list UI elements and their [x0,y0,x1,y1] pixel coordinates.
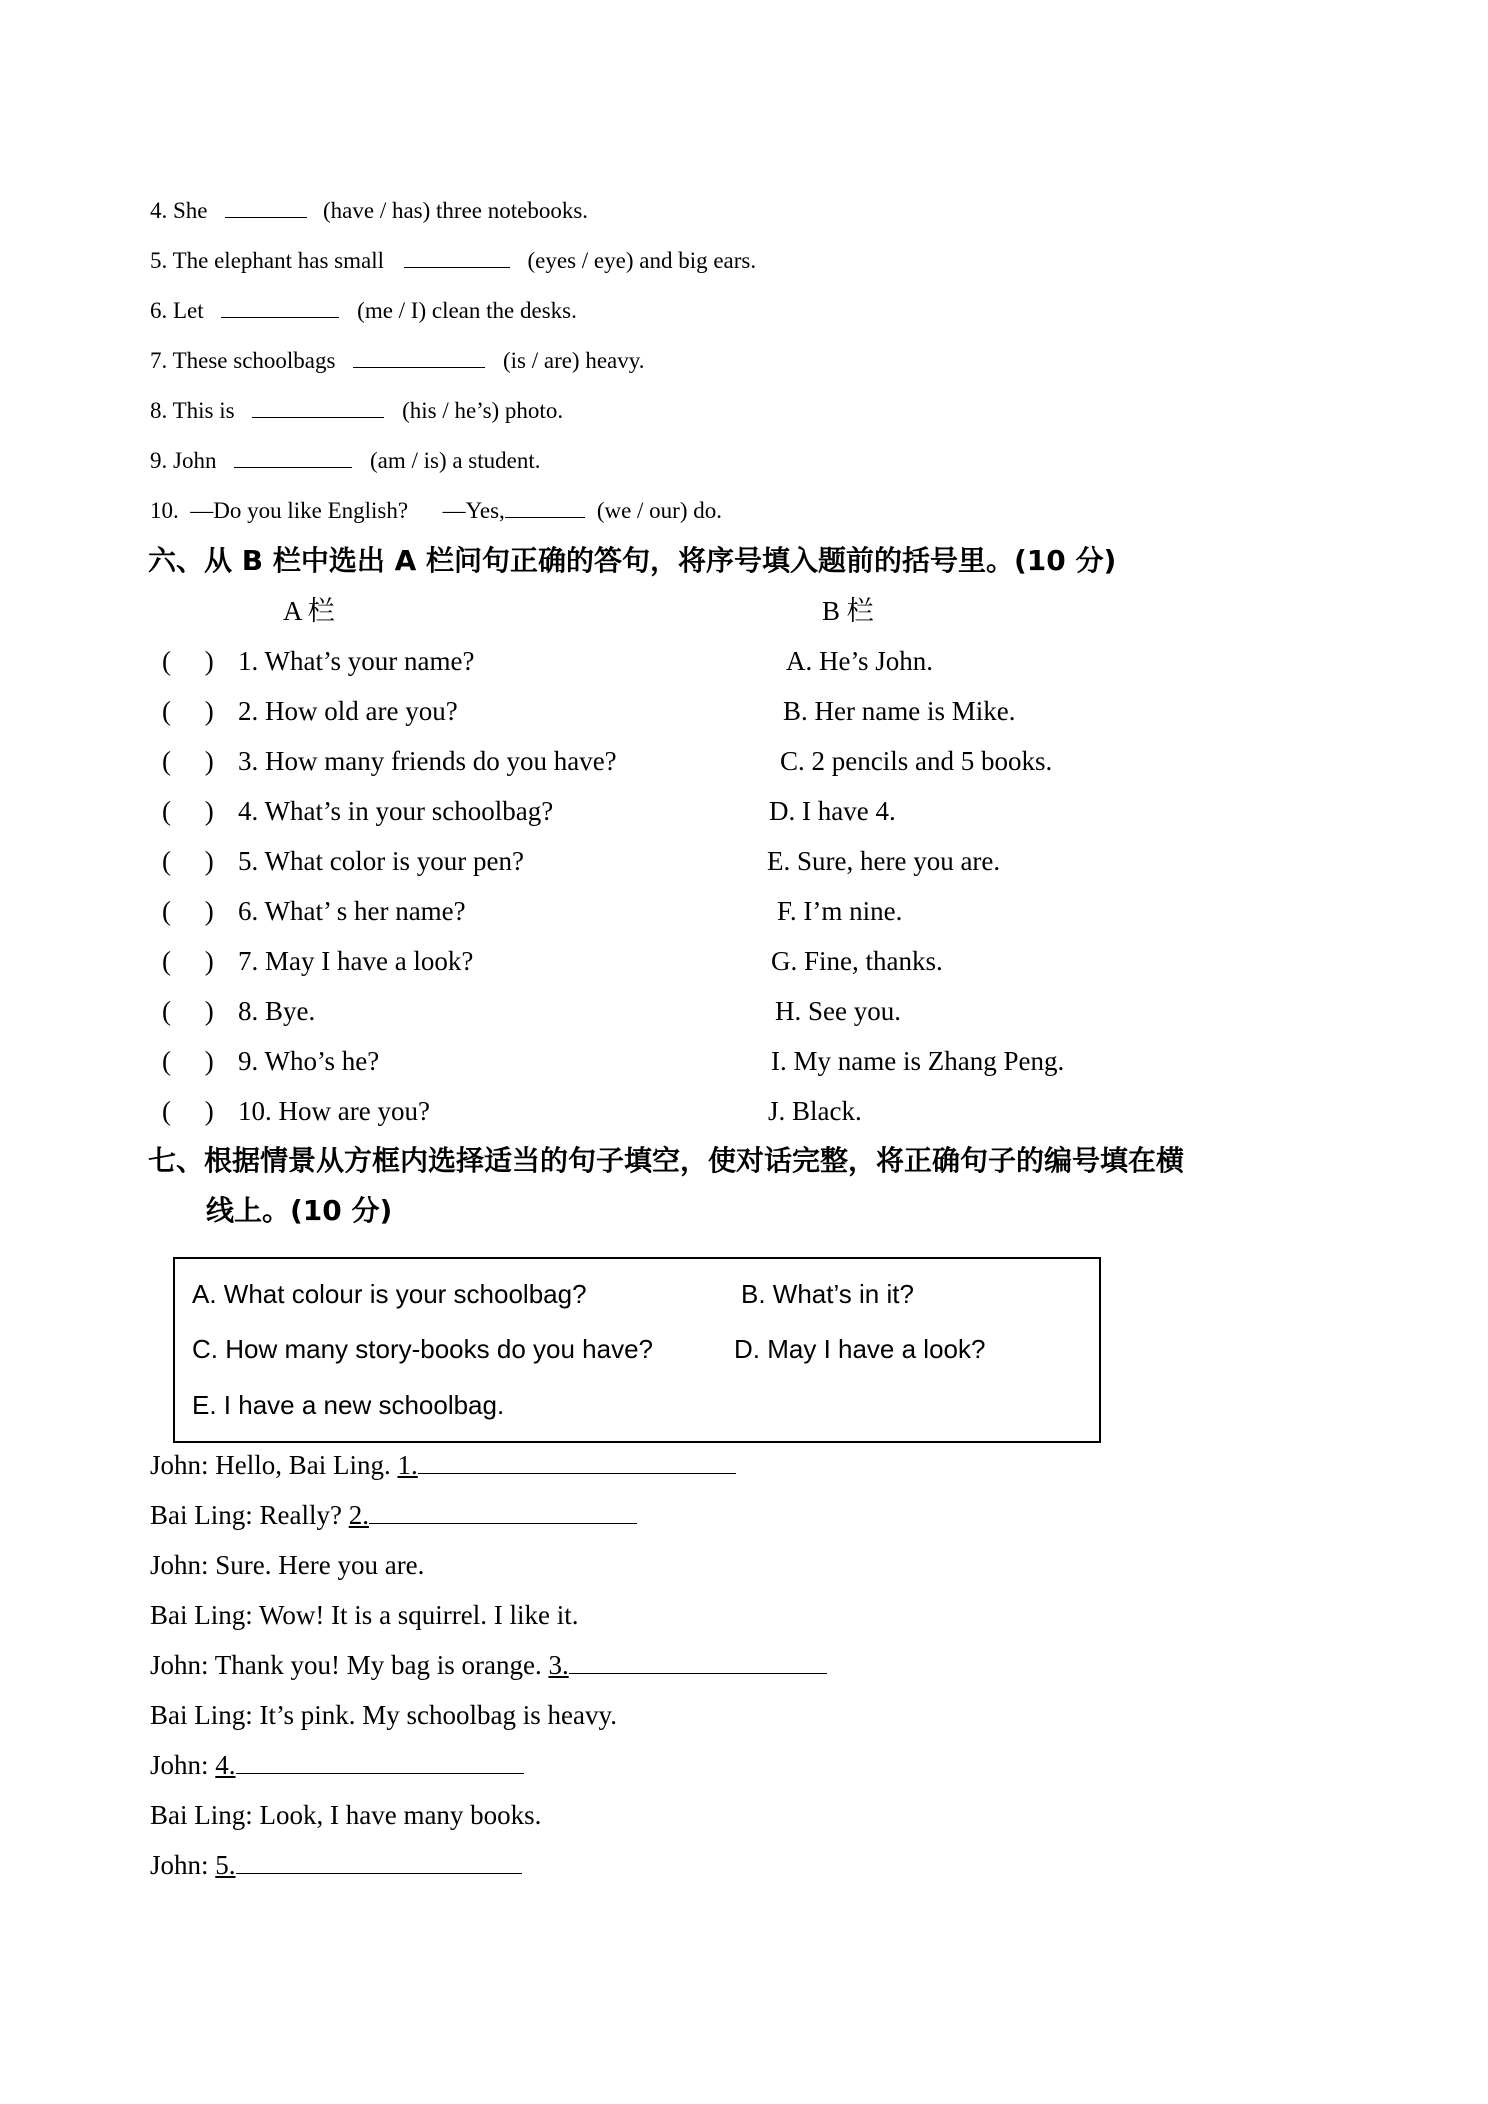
blank-number: 5. [215,1850,236,1880]
dialogue-line-4 [150,1600,579,1630]
fill-item-text: 7. These schoolbags [150,348,336,373]
blank-number: 3. [548,1650,569,1680]
section7-heading-line1: 七、根据情景从方框内选择适当的句子填空，使对话完整，将正确句子的编号填在横 [148,1144,1185,1177]
answer-blank[interactable] [505,497,585,518]
answer-blank[interactable] [418,1453,736,1474]
dialogue-line-9 [150,1850,522,1880]
matching-question-row [162,696,458,726]
fill-item-4 [150,196,588,226]
section7-heading-line2: 线上。(10 分) [206,1194,393,1227]
answer-bracket[interactable]: ( ) [162,746,214,776]
answer-bracket[interactable]: ( ) [162,846,214,876]
fill-item-10 [150,496,722,526]
dialogue-line-2 [150,1500,637,1530]
dialogue-text: Bai Ling: Wow! It is a squirrel. I like it. [150,1600,579,1630]
dialogue-text: John: [150,1750,216,1780]
fill-item-text: 4. She [150,198,208,223]
matching-question-row [162,646,474,676]
dialogue-line-1 [150,1450,736,1480]
dialogue-text: John: Thank you! My bag is orange. [150,1650,549,1680]
fill-item-choices: (am / is) a student. [369,448,541,473]
blank-number: 2. [348,1500,369,1530]
answer-option: D. I have 4. [769,796,896,826]
dialogue-text: Bai Ling: Really? [150,1500,349,1530]
fill-item-choices: (have / has) three notebooks. [323,198,589,223]
fill-item-choices: (eyes / eye) and big ears. [527,248,757,273]
dialogue-text: John: Sure. Here you are. [150,1550,425,1580]
answer-option: F. I’m nine. [777,896,903,926]
answer-option: J. Black. [768,1096,862,1126]
answer-blank[interactable] [252,397,384,418]
matching-question-row [162,1096,430,1126]
dialogue-line-7 [150,1750,524,1780]
fill-item-9 [150,446,541,476]
answer-blank[interactable] [353,347,485,368]
answer-option: G. Fine, thanks. [771,946,943,976]
answer-option: A. He’s John. [786,646,933,676]
option-a: A. What colour is your schoolbag? [192,1279,587,1309]
matching-question-row [162,996,315,1026]
option-b: B. What’s in it? [741,1279,914,1309]
answer-bracket[interactable]: ( ) [162,646,214,676]
matching-question-row [162,946,473,976]
dialogue-text: John: [150,1850,216,1880]
fill-item-7 [150,346,645,376]
matching-question-row [162,796,553,826]
fill-item-5 [150,246,756,276]
question-text: 7. May I have a look? [238,946,474,976]
answer-bracket[interactable]: ( ) [162,1046,214,1076]
dialogue-text: Bai Ling: Look, I have many books. [150,1800,542,1830]
answer-blank[interactable] [404,247,510,268]
question-text: 10. How are you? [238,1096,430,1126]
fill-item-text: 8. This is [150,398,235,423]
answer-option: B. Her name is Mike. [783,696,1016,726]
matching-question-row [162,896,466,926]
fill-item-text: 5. The elephant has small [150,248,384,273]
question-text: 5. What color is your pen? [238,846,524,876]
question-text: 4. What’s in your schoolbag? [238,796,554,826]
answer-option: C. 2 pencils and 5 books. [780,746,1053,776]
dialogue-line-5 [150,1650,827,1680]
answer-blank[interactable] [236,1853,522,1874]
blank-number: 1. [397,1450,418,1480]
fill-item-choices: (me / I) clean the desks. [357,298,577,323]
option-e: E. I have a new schoolbag. [192,1390,505,1420]
question-text: 6. What’ s her name? [238,896,466,926]
question-text: 3. How many friends do you have? [238,746,617,776]
question-text: 2. How old are you? [238,696,458,726]
answer-bracket[interactable]: ( ) [162,946,214,976]
answer-blank[interactable] [225,197,307,218]
matching-question-row [162,746,617,776]
fill-item-6 [150,296,577,326]
column-a-label: A 栏 [283,596,335,626]
answer-blank[interactable] [221,297,339,318]
answer-blank[interactable] [369,1503,637,1524]
answer-blank[interactable] [236,1753,524,1774]
answer-bracket[interactable]: ( ) [162,1096,214,1126]
matching-question-row [162,1046,379,1076]
answer-bracket[interactable]: ( ) [162,896,214,926]
fill-item-8 [150,396,563,426]
fill-item-text: 6. Let [150,298,204,323]
answer-option: E. Sure, here you are. [767,846,1001,876]
answer-blank[interactable] [234,447,352,468]
dialogue-line-3 [150,1550,424,1580]
matching-question-row [162,846,524,876]
answer-option: I. My name is Zhang Peng. [771,1046,1065,1076]
dialogue-text: Bai Ling: It’s pink. My schoolbag is heavy. [150,1700,617,1730]
column-b-label: B 栏 [822,596,874,626]
question-text: 8. Bye. [238,996,316,1026]
section6-heading: 六、从 B 栏中选出 A 栏问句正确的答句，将序号填入题前的括号里。(10 分) [148,544,1117,577]
answer-bracket[interactable]: ( ) [162,796,214,826]
option-d: D. May I have a look? [734,1334,986,1364]
option-c: C. How many story-books do you have? [192,1334,653,1364]
blank-number: 4. [215,1750,236,1780]
dialogue-line-8 [150,1800,541,1830]
answer-option: H. See you. [775,996,901,1026]
answer-blank[interactable] [569,1653,827,1674]
fill-item-choices: (his / he’s) photo. [402,398,564,423]
answer-bracket[interactable]: ( ) [162,696,214,726]
dialogue-line-6 [150,1700,617,1730]
answer-bracket[interactable]: ( ) [162,996,214,1026]
fill-item-choices: (is / are) heavy. [502,348,645,373]
fill-item-choices: (we / our) do. [596,498,722,523]
fill-item-text: 10. —Do you like English? —Yes, [150,498,505,523]
dialogue-text: John: Hello, Bai Ling. [150,1450,398,1480]
question-text: 9. Who’s he? [238,1046,380,1076]
fill-item-text: 9. John [150,448,217,473]
question-text: 1. What’s your name? [238,646,475,676]
